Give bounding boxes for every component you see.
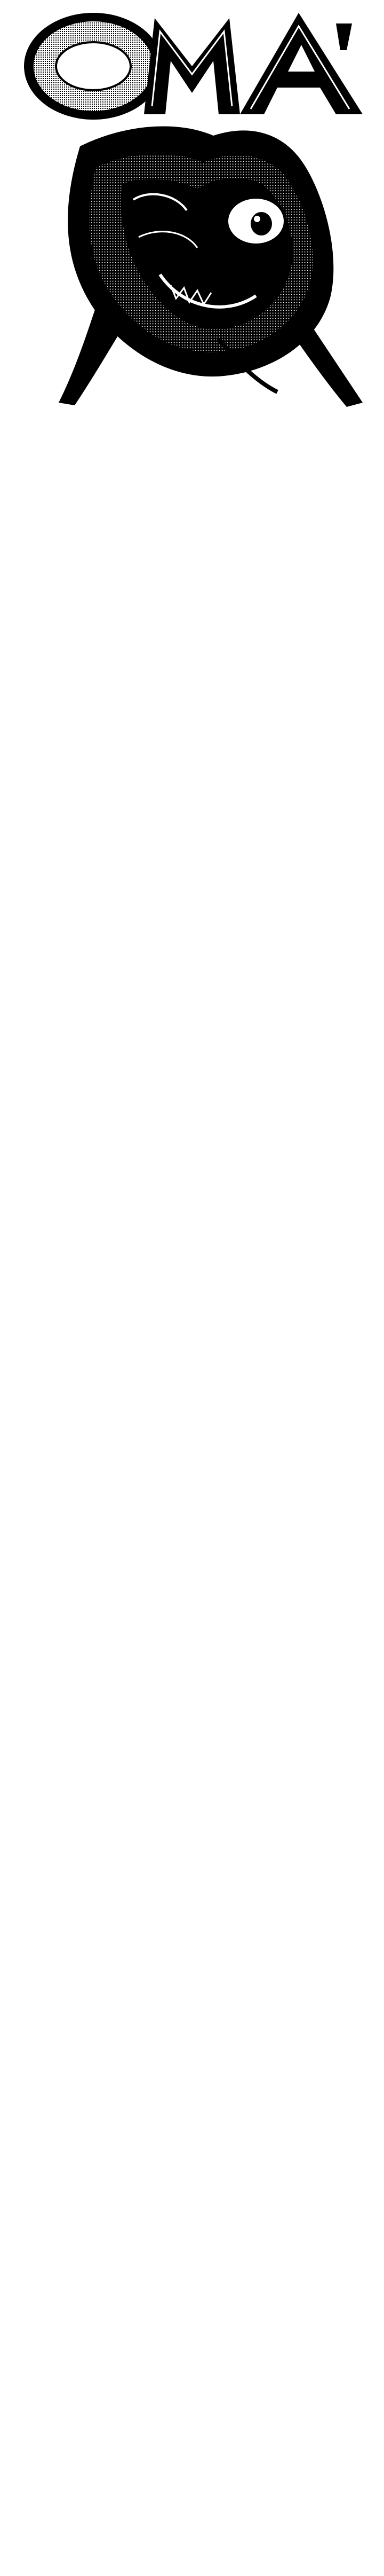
separator	[83, 561, 313, 567]
separator	[83, 574, 313, 580]
notes-block	[0, 0, 384, 103]
tracklist	[83, 561, 313, 580]
